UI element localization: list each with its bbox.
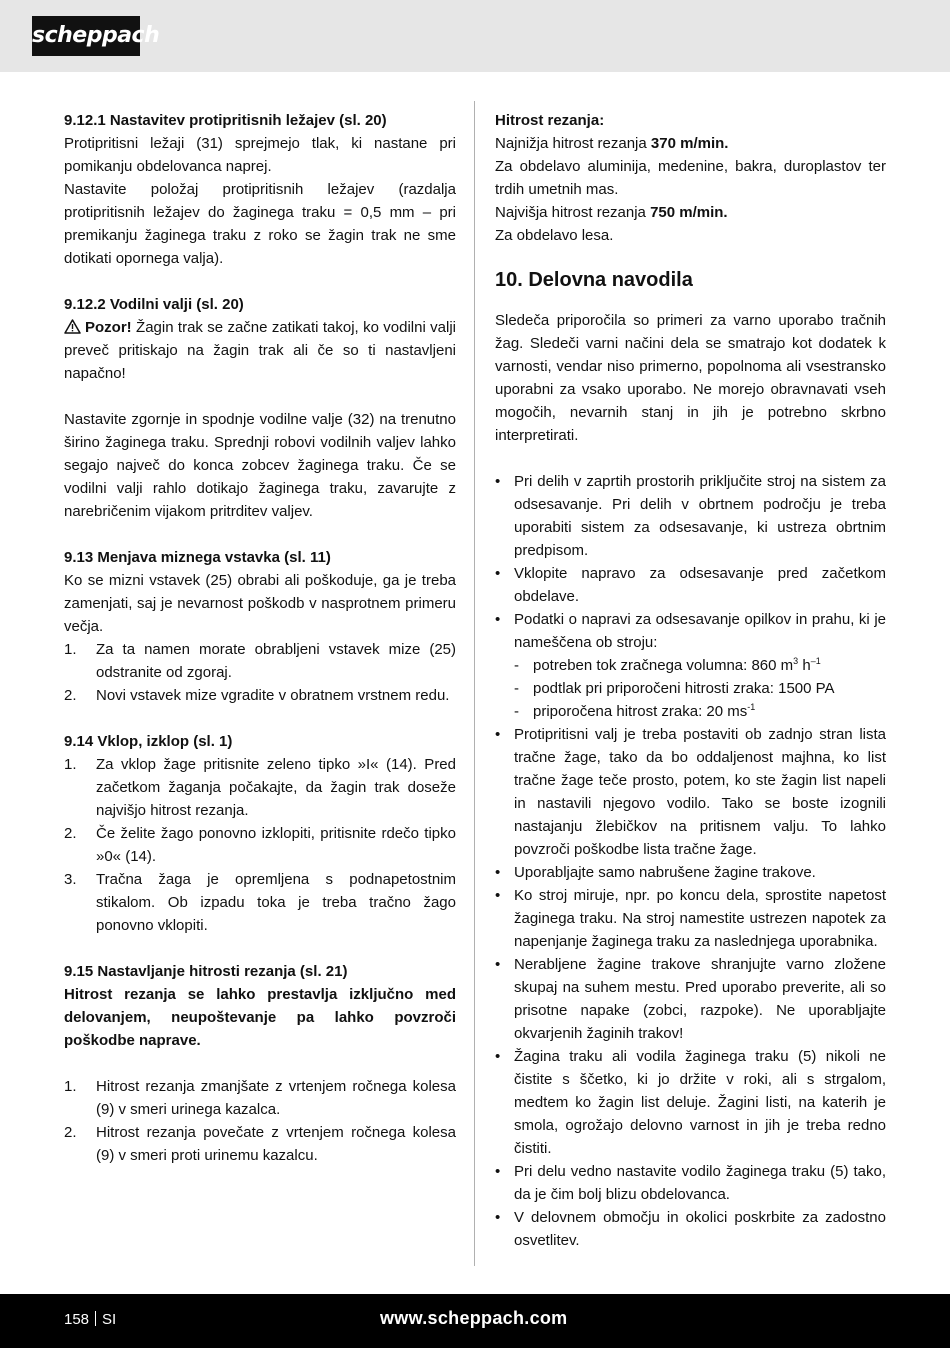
footer-bar [0, 1294, 950, 1348]
section-title: 9.13 Menjava miznega vstavka (sl. 11) [64, 549, 331, 566]
section-title: 9.12.1 Nastavitev protipritisnih ležajev (sl. 20) [64, 112, 387, 129]
website-link[interactable]: www.scheppach.com [380, 1308, 568, 1328]
dash-item: - potreben tok zračnega volumna: 860 $m^3$ $h^{-1}$ [514, 656, 821, 674]
warning-text: Žagin trak se začne zatikati takoj, ko vodilni valji preveč pritiskajo na žagin trak ali če so ti nastavljeni napačno! [64, 319, 456, 382]
dash-item: - priporočena hitrost zraka: 20 $ms^{-1}$ [514, 702, 756, 720]
bullet-item: • Žagina traku ali vodila žaginega traku (5) nikoli ne čistite s ščetko, ki jo držite v roki, ali s strgalom, medtem ko žagin list deluje. Žagini listi, na katerih je smola, ogrožajo delovno varnost in jih je treba redno čistiti. [495, 1048, 886, 1157]
numbered-item: 2. Novi vstavek mize vgradite v obratnem vrstnem redu. [64, 687, 450, 704]
warning-triangle-icon [64, 319, 81, 334]
numbered-item: 1. Za ta namen morate obrabljeni vstavek mize (25) odstranite od zgoraj. [64, 641, 456, 681]
paragraph: Za obdelavo aluminija, medenine, bakra, duroplastov ter trdih umetnih mas. [495, 158, 886, 198]
numbered-item: 2. Če želite žago ponovno izklopiti, pritisnite rdečo tipko »0« (14). [64, 825, 456, 865]
numbered-item: 3. Tračna žaga je opremljena s podnapetostnim stikalom. Ob izpadu toka je treba tračno žago ponovno vklopiti. [64, 871, 456, 934]
section-title: 9.14 Vklop, izklop (sl. 1) [64, 733, 233, 750]
paragraph: Ko se mizni vstavek (25) obrabi ali poškoduje, ga je treba zamenjati, saj je nevarnost poškodb v nasprotnem primeru večja. [64, 572, 456, 635]
left-column [64, 109, 456, 1167]
column-divider [474, 101, 475, 1266]
paragraph: Nastavite zgornje in spodnje vodilne valje (32) na trenutno širino žaginega traku. Sprednji robovi vodilnih valjev lahko segajo največ do konca zobcev žaginega traku. Če se vodilni valji rahlo dotikajo žaginega traku, zavarujte z narebričenim vijakom pritrditev valjev. [64, 411, 456, 520]
bullet-item: • Nerabljene žagine trakove shranjujte varno zložene skupaj na suhem mestu. Pred uporabo preverite, ali so prisotne napake (zobci, razpoke). Ne uporabljajte okvarjenih žaginih trakov! [495, 956, 886, 1042]
bullet-item: • Vklopite napravo za odsesavanje pred začetkom obdelave. [495, 565, 886, 605]
dash-item: - podtlak pri priporočeni hitrosti zraka: 1500 PA [514, 680, 835, 697]
speed-max-line: Najvišja hitrost rezanja 750 m/min. [495, 204, 728, 221]
right-column [495, 109, 886, 1252]
section-title: 9.12.2 Vodilni valji (sl. 20) [64, 296, 244, 313]
page-number: 158 SI [64, 1311, 117, 1328]
bullet-item: • Protipritisni valj je treba postaviti ob zadnjo stran listа tračne žage, tako da bo oddaljenost majhna, ko list tračne žage teče prosto, potem, ko ste žagin list napeli in nastavili njegovo vodilo. Tako se boste izognili nastajanju žlebičkov na pritisnem valju. To lahko povzroči poškodbe lista tračne žage. [495, 726, 886, 858]
warning-label: Pozor! [85, 319, 132, 336]
numbered-item: 1. Hitrost rezanja zmanjšate z vrtenjem ročnega kolesa (9) v smeri urinega kazalca. [64, 1078, 456, 1118]
bullet-item: • Podatki o napravi za odsesavanje opilkov in prahu, ki je nameščena ob stroju: [495, 611, 886, 651]
chapter-heading: 10. Delovna navodila [495, 269, 693, 291]
numbered-item: 1. Za vklop žage pritisnite zeleno tipko »I« (14). Pred začetkom žaganja počakajte, da žagin trak doseže najvišjo hitrost rezanja. [64, 756, 456, 819]
section-title: Hitrost rezanja: [495, 112, 605, 129]
numbered-item: 2. Hitrost rezanja povečate z vrtenjem ročnega kolesa (9) v smeri proti urinemu kazalcu. [64, 1124, 456, 1164]
warning-paragraph [64, 316, 456, 385]
brand-logo: scheppach [32, 16, 140, 56]
paragraph: Za obdelavo lesa. [495, 227, 614, 244]
bullet-item: • Pri delu vedno nastavite vodilo žaginega traku (5) tako, da je čim bolj blizu obdelovanca. [495, 1163, 886, 1203]
bullet-item: • Ko stroj miruje, npr. po koncu dela, sprostite napetost žaginega traku. Na stroj namestite ustrezen napotek za napenjanje žaginega traku za naslednjega uporabnika. [495, 887, 886, 950]
paragraph: Nastavite položaj protipritisnih ležajev (razdalja protipritisnih ležajev do žaginega traku = 0,5 mm – pri premikanju žaginega traku z roko se žagin trak ne sme dotikati opornega valja). [64, 181, 456, 267]
bullet-item: • Uporabljajte samo nabrušene žagine trakove. [495, 864, 816, 881]
bullet-item: • V delovnem območju in okolici poskrbite za zadostno osvetlitev. [495, 1209, 886, 1249]
bullet-item: • Pri delih v zaprtih prostorih priključite stroj na sistem za odsesavanje. Pri delih v obrtnem področju je treba uporabiti sistem za odsesavanje, ki ustreza obrtnim predpisom. [495, 473, 886, 559]
paragraph: Sledeča priporočila so primeri za varno uporabo tračnih žag. Sledeči varni načini dela se smatrajo kot dodatek k varnosti, vendar niso primerno, popolnoma ali vsestransko uporabni za vsako uporabo. Ne morejo obravnavati vseh mogočih, nevarnih stanj in jih je potrebno skrbno interpretirati. [495, 312, 886, 444]
bold-notice: Hitrost rezanja se lahko prestavlja izključno med delovanjem, neupoštevanje pa lahko povzroči poškodbe naprave. [64, 986, 456, 1049]
speed-min-line: Najnižja hitrost rezanja 370 m/min. [495, 135, 729, 152]
header-bar [0, 0, 950, 72]
paragraph: Protipritisni ležaji (31) sprejmejo tlak, ki nastane pri pomikanju obdelovanca naprej. [64, 135, 456, 175]
section-title: 9.15 Nastavljanje hitrosti rezanja (sl. 21) [64, 963, 348, 980]
